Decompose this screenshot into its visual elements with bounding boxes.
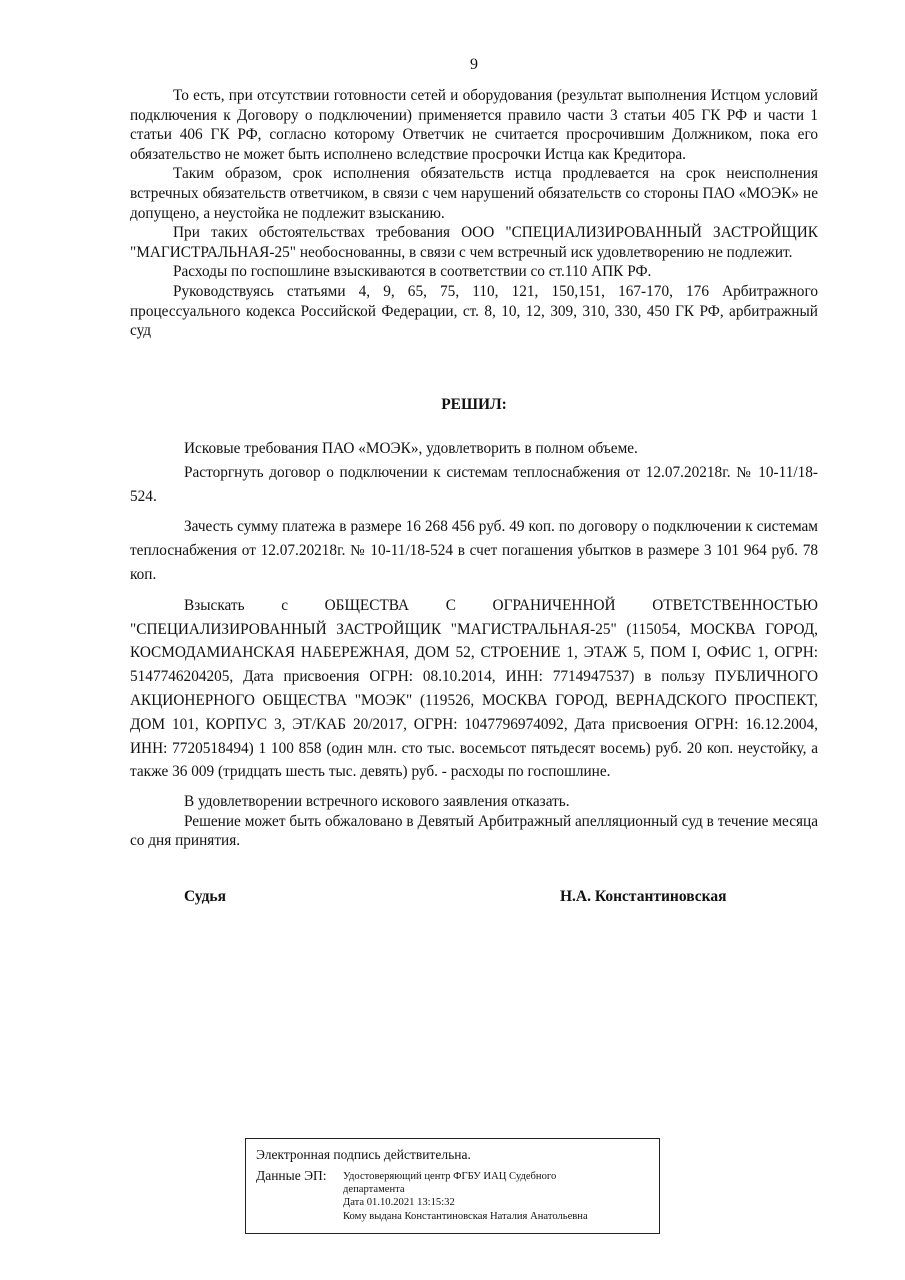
closing-paragraph: В удовлетворении встречного искового заявления отказать. (184, 793, 570, 810)
decision-paragraph: Расторгнуть договор о подключении к системам теплоснабжения от 12.07.20218г. № 10-11/18-524. (130, 463, 818, 505)
judge-label: Судья (184, 888, 227, 905)
judge-name: Н.А. Константиновская (560, 888, 727, 905)
decision-paragraph: Взыскать с ОБЩЕСТВА С ОГРАНИЧЕННОЙ ОТВЕТСТВЕННОСТЬЮ "СПЕЦИАЛИЗИРОВАННЫЙ ЗАСТРОЙЩИК "МАГИСТРАЛЬНАЯ-25" (115054, МОСКВА ГОРОД, КОСМОДАМИАНСКАЯ НАБЕРЕЖНАЯ, ДОМ 52, СТРОЕНИЕ 1, ЭТАЖ 5, ПОМ I, ОФИС 1, ОГРН: 5147746204205, Дата присвоения ОГРН: 08.10.2014, ИНН: 7714947537) в пользу ПУБЛИЧНОГО АКЦИОНЕРНОГО ОБЩЕСТВА "МОЭК" (119526, МОСКВА ГОРОД, ВЕРНАДСКОГО ПРОСПЕКТ, ДОМ 101, КОРПУС 3, ЭТ/КАБ 20/2017, ОГРН: 1047796974092, Дата присвоения ОГРН: 16.12.2004, ИНН: 7720518494) 1 100 858 (один млн. сто тыс. восемьсот пятьдесят восемь) руб. 20 коп. неустойку, а также 36 009 (тридцать шесть тыс. девять) руб. - расходы по госпошлине. (130, 596, 818, 781)
paragraph: Руководствуясь статьями 4, 9, 65, 75, 110, 121, 150,151, 167-170, 176 Арбитражного процессуального кодекса Российской Федерации, ст. 8, 10, 12, 309, 310, 330, 450 ГК РФ, арбитражный суд (130, 282, 818, 340)
page-number: 9 (470, 56, 478, 73)
signature-detail-line: департамента (343, 1184, 405, 1196)
decision-section (130, 437, 818, 784)
signature-detail-line: Дата 01.10.2021 13:15:32 (343, 1197, 455, 1209)
signature-detail-line: Кому выдана Константиновская Наталия Анатольевна (343, 1210, 588, 1222)
reasoning-section (130, 86, 818, 341)
paragraph: При таких обстоятельствах требования ООО "СПЕЦИАЛИЗИРОВАННЫЙ ЗАСТРОЙЩИК "МАГИСТРАЛЬНАЯ-25" необоснованны, в связи с чем встречный иск удовлетворению не подлежит. (130, 224, 818, 261)
electronic-signature-box (245, 1138, 660, 1234)
signature-data-label: Данные ЭП: (256, 1168, 327, 1183)
decision-heading: РЕШИЛ: (441, 396, 507, 413)
closing-section (130, 792, 818, 851)
decision-paragraph: Исковые требования ПАО «МОЭК», удовлетворить в полном объеме. (184, 440, 638, 457)
signature-valid-title: Электронная подпись действительна. (256, 1147, 471, 1162)
signature-details (343, 1170, 653, 1223)
closing-paragraph: Решение может быть обжаловано в Девятый Арбитражный апелляционный суд в течение месяца со дня принятия. (130, 812, 818, 850)
paragraph: Таким образом, срок исполнения обязательств истца продлевается на срок неисполнения встречных обязательств ответчиком, в связи с чем нарушений обязательств со стороны ПАО «МОЭК» не допущено, а неустойка не подлежит взысканию. (130, 165, 818, 222)
paragraph: То есть, при отсутствии готовности сетей и оборудования (результат выполнения Истцом условий подключения к Договору о подключении) применяется правило части 3 статьи 405 ГК РФ и части 1 статьи 406 ГК РФ, согласно которому Ответчик не считается просрочившим Должником, пока его обязательство не может быть исполнено вследствие просрочки Истца как Кредитора. (130, 87, 818, 163)
signature-detail-line: Удостоверяющий центр ФГБУ ИАЦ Судебного (343, 1171, 557, 1182)
decision-paragraph: Зачесть сумму платежа в размере 16 268 456 руб. 49 коп. по договору о подключении к системам теплоснабжения от 12.07.20218г. № 10-11/18-524 в счет погашения убытков в размере 3 101 964 руб. 78 коп. (130, 518, 818, 583)
paragraph: Расходы по госпошлине взыскиваются в соответствии со ст.110 АПК РФ. (173, 263, 652, 281)
